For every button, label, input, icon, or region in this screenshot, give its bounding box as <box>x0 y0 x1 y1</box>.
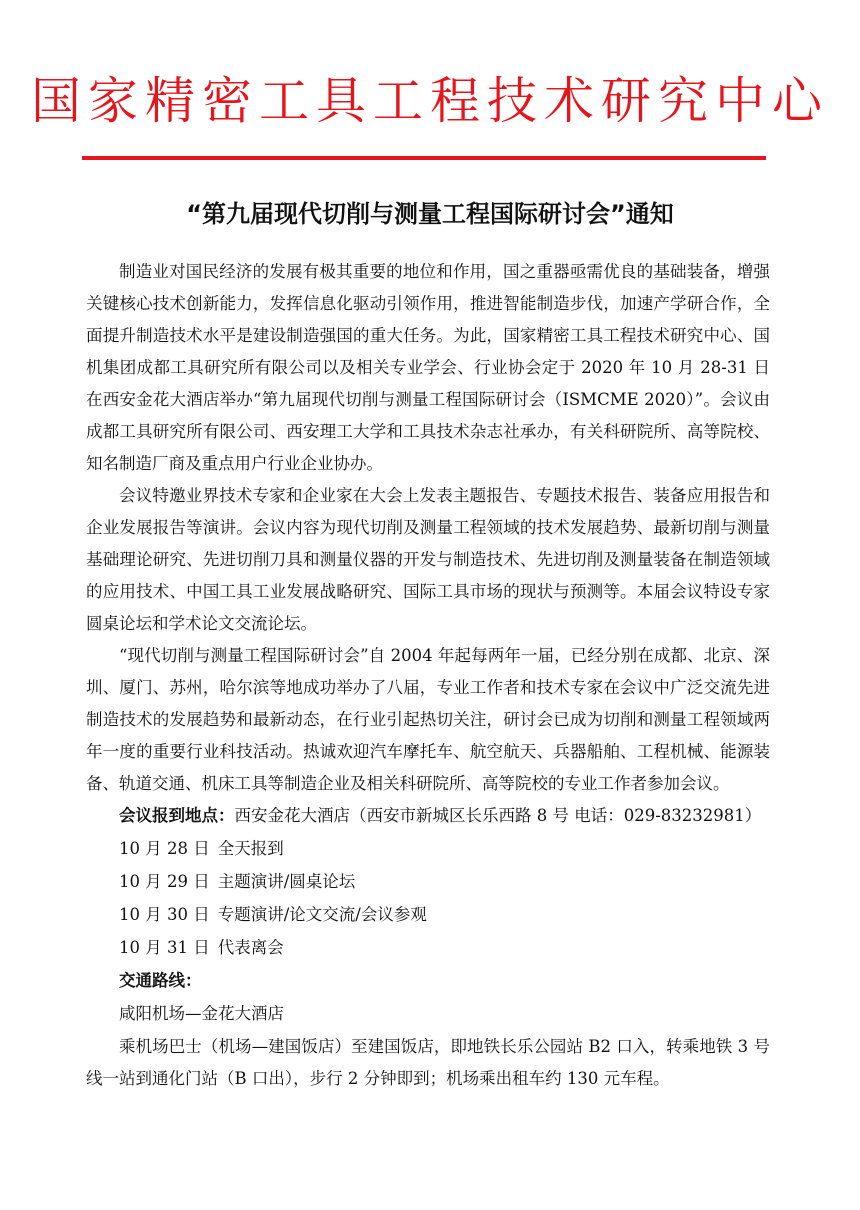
schedule-activity: 专题演讲/论文交流/会议参观 <box>217 905 427 924</box>
venue-line <box>86 800 770 833</box>
paragraph-history: “现代切削与测量工程国际研讨会”自 2004 年起每两年一届，已经分别在成都、北京、深圳、厦门、苏州，哈尔滨等地成功举办了八届，专业工作者和技术专家在会议中广泛交流先进制造技术的发展趋势和最新动态，在行业引起热切关注，研讨会已成为切削和测量工程领域两年一度的重要行业科技活动。热诚欢迎汽车摩托车、航空航天、兵器船舶、工程机械、能源装备、轨道交通、机床工具等制造企业及相关科研院所、高等院校的专业工作者参加会议。 <box>86 646 770 793</box>
schedule-date: 10 月 31 日 <box>119 938 210 957</box>
venue-label: 会议报到地点： <box>119 806 235 825</box>
paragraph-intro: 制造业对国民经济的发展有极其重要的地位和作用，国之重器亟需优良的基础装备，增强关键核心技术创新能力，发挥信息化驱动引领作用，推进智能制造步伐，加速产学研合作，全面提升制造技术水平是建设制造强国的重大任务。为此，国家精密工具工程技术研究中心、国机集团成都工具研究所有限公司以及相关专业学会、行业协会定于 2020 年 10 月 28-31 日在西安金花大酒店举办“第九届现代切削与测量工程国际研讨会（ISMCME 2020）”。会议由成都工具研究所有限公司、西安理工大学和工具技术杂志社承办，有关科研院所、高等院校、知名制造厂商及重点用户行业企业协办。 <box>86 262 770 473</box>
letterhead-divider <box>82 156 766 160</box>
paragraph-content: 会议特邀业界技术专家和企业家在大会上发表主题报告、专题技术报告、装备应用报告和企业发展报告等演讲。会议内容为现代切削及测量工程领域的技术发展趋势、最新切削与测量基础理论研究、先进切削刀具和测量仪器的开发与制造技术、先进切削及测量装备在制造领域的应用技术、中国工具工业发展战略研究、国际工具市场的现状与预测等。本届会议特设专家圆桌论坛和学术论文交流论坛。 <box>86 486 770 633</box>
notice-body <box>86 256 770 1095</box>
schedule-date: 10 月 28 日 <box>119 839 210 858</box>
schedule-activity: 代表离会 <box>217 938 284 957</box>
notice-title: “第九届现代切削与测量工程国际研讨会”通知 <box>186 200 674 228</box>
transport-route-title: 咸阳机场—金花大酒店 <box>119 1004 284 1023</box>
schedule-activity: 主题演讲/圆桌论坛 <box>217 872 356 891</box>
schedule-date: 10 月 30 日 <box>119 905 210 924</box>
schedule-item <box>86 833 770 866</box>
transport-route-detail: 乘机场巴士（机场—建国饭店）至建国饭店，即地铁长乐公园站 B2 口入，转乘地铁 3 号线一站到通化门站（B 口出），步行 2 分钟即到；机场乘出租车约 130 元车程。 <box>86 1037 770 1088</box>
transport-label: 交通路线： <box>119 971 202 990</box>
schedule-date: 10 月 29 日 <box>119 872 210 891</box>
schedule-item <box>86 866 770 899</box>
schedule-item <box>86 932 770 965</box>
venue-value: 西安金花大酒店（西安市新城区长乐西路 8 号 电话：029-83232981） <box>234 806 762 825</box>
letterhead-org-name: 国家精密工具工程技术研究中心 <box>31 72 829 130</box>
schedule-activity: 全天报到 <box>217 839 284 858</box>
schedule-item <box>86 899 770 932</box>
